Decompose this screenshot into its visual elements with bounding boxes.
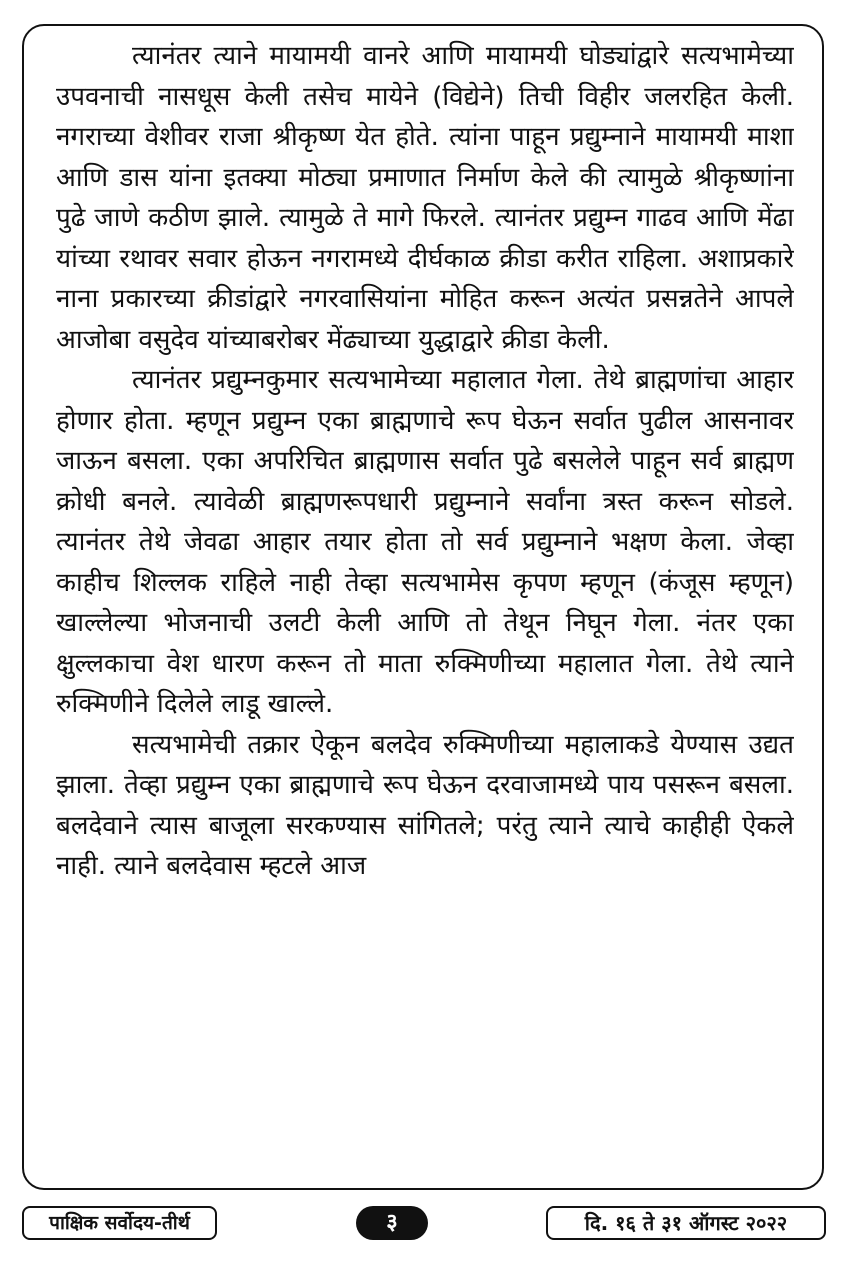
publication-name-box: पाक्षिक सर्वोदय-तीर्थ xyxy=(22,1206,217,1240)
page-number: ३ xyxy=(356,1206,428,1240)
article-body xyxy=(56,36,794,1184)
paragraph-1: त्यानंतर त्याने मायामयी वानरे आणि मायामयी घोड्यांद्वारे सत्यभामेच्या उपवनाची नासधूस केली तसेच मायेने (विद्येने) तिची विहीर जलरहित केली. नगराच्या वेशीवर राजा श्रीकृष्ण येत होते. त्यांना पाहून प्रद्युम्नाने मायामयी माशा आणि डास यांना इतक्या मोठ्या प्रमाणात निर्माण केले की त्यामुळे श्रीकृष्णांना पुढे जाणे कठीण झाले. त्यामुळे ते मागे फिरले. त्यानंतर प्रद्युम्न गाढव आणि मेंढा यांच्या रथावर सवार होऊन नगरामध्ये दीर्घकाळ क्रीडा करीत राहिला. अशाप्रकारे नाना प्रकारच्या क्रीडांद्वारे नगरवासियांना मोहित करून अत्यंत प्रसन्नतेने आपले आजोबा वसुदेव यांच्याबरोबर मेंढ्याच्या युद्धाद्वारे क्रीडा केली. xyxy=(56,41,794,355)
issue-date-box: दि. १६ ते ३१ ऑगस्ट २०२२ xyxy=(546,1206,826,1240)
paragraph-2: त्यानंतर प्रद्युम्नकुमार सत्यभामेच्या महालात गेला. तेथे ब्राह्मणांचा आहार होणार होता. म्हणून प्रद्युम्न एका ब्राह्मणाचे रूप घेऊन सर्वात पुढील आसनावर जाऊन बसला. एका अपरिचित ब्राह्मणास सर्वात पुढे बसलेले पाहून सर्व ब्राह्मण क्रोधी बनले. त्यावेळी ब्राह्मणरूपधारी प्रद्युम्नाने सर्वांना त्रस्त करून सोडले. त्यानंतर तेथे जेवढा आहार तयार होता तो सर्व प्रद्युम्नाने भक्षण केला. जेव्हा काहीच शिल्लक राहिले नाही तेव्हा सत्यभामेस कृपण म्हणून (कंजूस म्हणून) खाल्लेल्या भोजनाची उलटी केली आणि तो तेथून निघून गेला. नंतर एका क्षुल्लकाचा वेश धारण करून तो माता रुक्मिणीच्या महालात गेला. तेथे त्याने रुक्मिणीने दिलेले लाडू खाल्ले. xyxy=(56,365,794,719)
paragraph-3: सत्यभामेची तक्रार ऐकून बलदेव रुक्मिणीच्या महालाकडे येण्यास उद्यत झाला. तेव्हा प्रद्युम्न एका ब्राह्मणाचे रूप घेऊन दरवाजामध्ये पाय पसरून बसला. बलदेवाने त्यास बाजूला सरकण्यास सांगितले; परंतु त्याने त्याचे काहीही ऐकले नाही. त्याने बलदेवास म्हटले आज xyxy=(56,729,794,881)
